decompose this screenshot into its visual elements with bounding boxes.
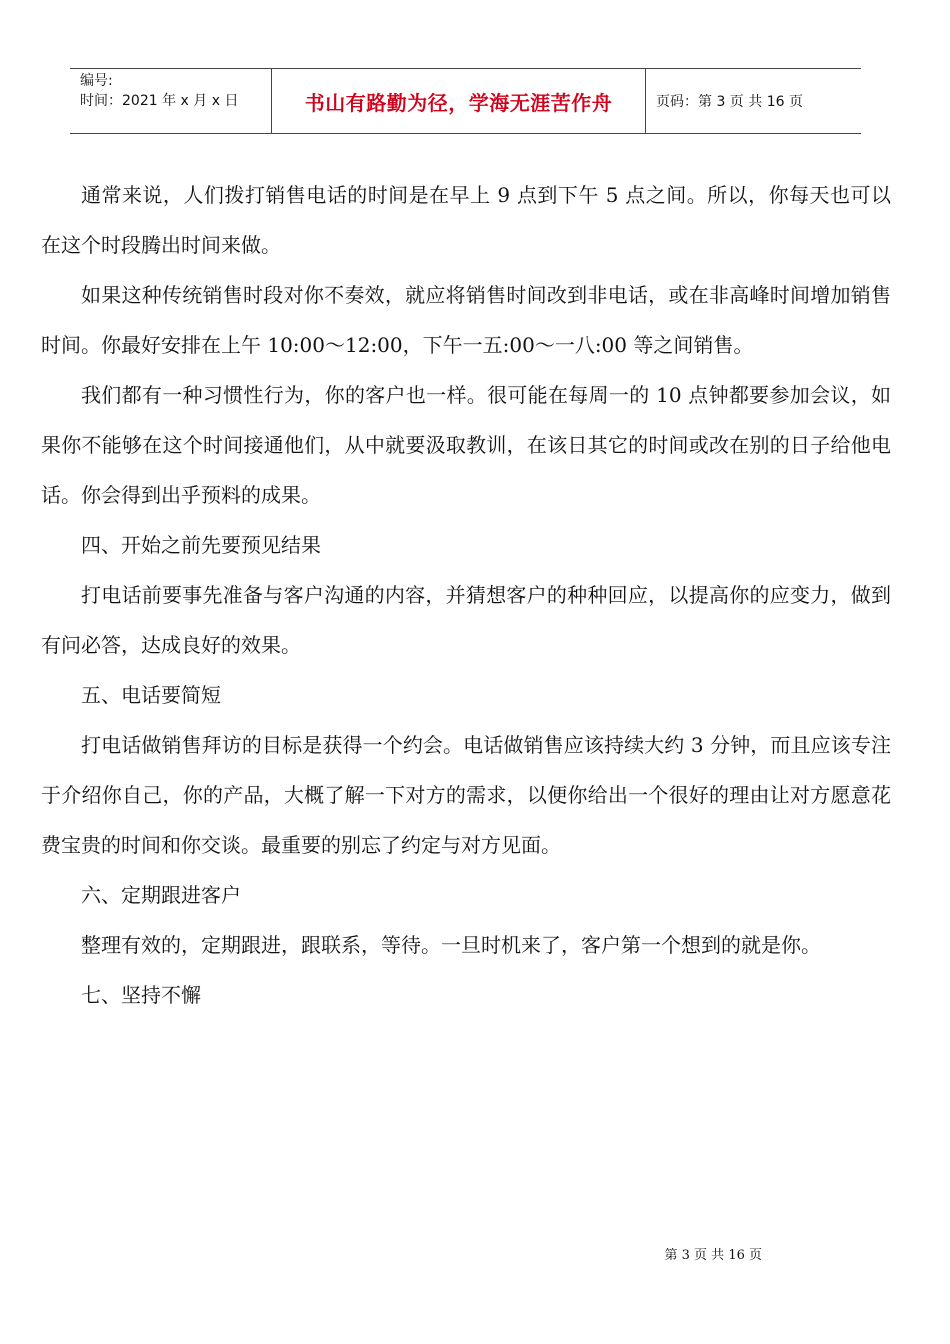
section-heading: 四、开始之前先要预见结果	[81, 533, 321, 557]
header-motto: 书山有路勤为径，学海无涯苦作舟	[304, 90, 613, 115]
header-page-info: 页码：第 3 页 共 16 页	[656, 94, 803, 110]
footer-page-number: 第 3 页 共 16 页	[664, 1248, 762, 1263]
document-header	[70, 68, 861, 134]
body-paragraph: 整理有效的，定期跟进，跟联系，等待。一旦时机来了，客户第一个想到的就是你。	[81, 933, 821, 957]
page-footer	[0, 1244, 950, 1263]
section-heading: 五、电话要简短	[81, 683, 221, 707]
document-time: 时间：2021 年 x 月 x 日	[80, 93, 239, 109]
body-paragraph: 打电话前要事先准备与客户沟通的内容，并猜想客户的种种回应，以提高你的应变力，做到有问必答，达成良好的效果。	[41, 583, 891, 657]
document-number-label: 编号:	[80, 73, 113, 89]
section-heading: 七、坚持不懈	[81, 983, 201, 1007]
document-body	[41, 170, 891, 1020]
body-paragraph: 我们都有一种习惯性行为，你的客户也一样。很可能在每周一的 10 点钟都要参加会议，如果你不能够在这个时间接通他们，从中就要汲取教训，在该日其它的时间或改在别的日子给他电话。你会得到出乎预料的成果。	[41, 383, 891, 507]
header-page-info-cell	[646, 69, 861, 133]
header-motto-cell	[271, 69, 646, 133]
header-meta	[70, 69, 271, 133]
body-paragraph: 如果这种传统销售时段对你不奏效，就应将销售时间改到非电话，或在非高峰时间增加销售时间。你最好安排在上午 10:00～12:00，下午一五:00～一八:00 等之间销售。	[41, 283, 891, 357]
body-paragraph: 打电话做销售拜访的目标是获得一个约会。电话做销售应该持续大约 3 分钟，而且应该专注于介绍你自己，你的产品，大概了解一下对方的需求，以便你给出一个很好的理由让对方愿意花费宝贵的时间和你交谈。最重要的别忘了约定与对方见面。	[41, 733, 891, 857]
section-heading: 六、定期跟进客户	[81, 883, 241, 907]
body-paragraph: 通常来说，人们拨打销售电话的时间是在早上 9 点到下午 5 点之间。所以，你每天也可以在这个时段腾出时间来做。	[41, 183, 891, 257]
